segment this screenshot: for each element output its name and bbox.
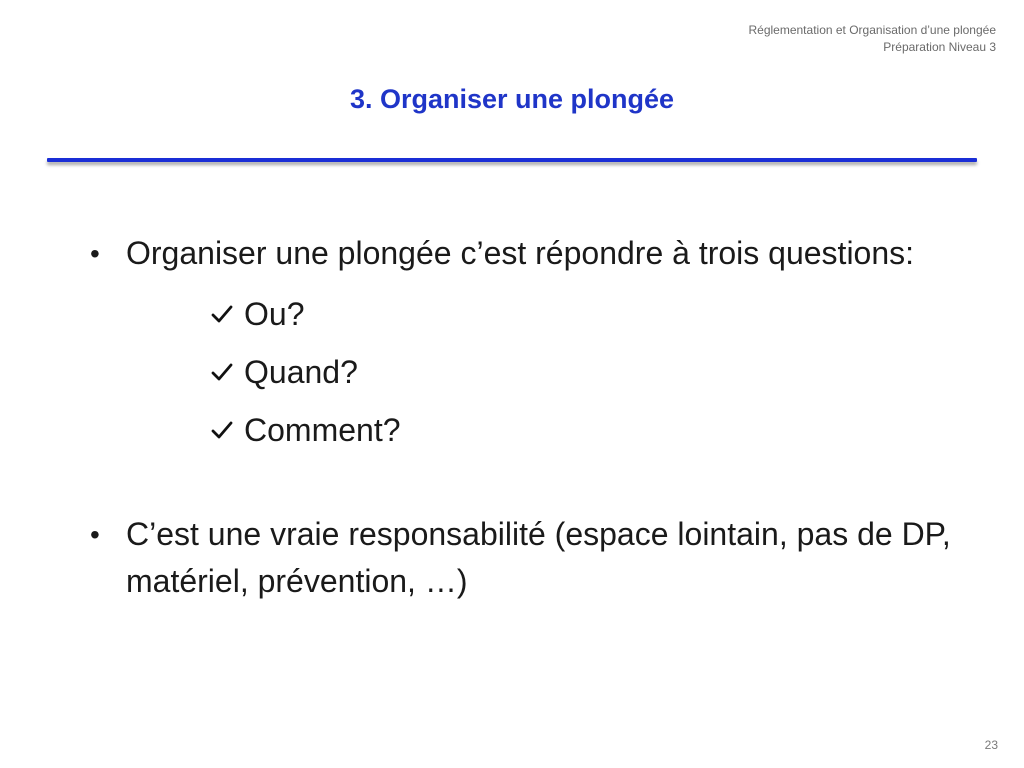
bullet-item-1 — [82, 230, 962, 277]
checklist-label-quand: Quand? — [244, 354, 358, 390]
bullet-dot-icon: • — [90, 519, 100, 550]
checklist-item-ou — [210, 285, 962, 343]
question-checklist — [82, 285, 962, 459]
slide-header — [748, 22, 996, 56]
bullet-dot-icon: • — [90, 238, 100, 269]
checkmark-icon — [210, 302, 234, 326]
checklist-label-ou: Ou? — [244, 296, 305, 332]
checklist-label-comment: Comment? — [244, 412, 401, 448]
slide-content — [82, 230, 962, 605]
header-line-course: Réglementation et Organisation d’une plongée — [748, 23, 996, 37]
header-line-level: Préparation Niveau 3 — [883, 40, 996, 54]
bullet-item-2 — [82, 511, 962, 605]
checklist-item-comment — [210, 401, 962, 459]
title-divider — [47, 158, 977, 162]
checklist-item-quand — [210, 343, 962, 401]
checkmark-icon — [210, 360, 234, 384]
bullet-text-1: Organiser une plongée c’est répondre à trois questions: — [126, 235, 915, 271]
checkmark-icon — [210, 418, 234, 442]
page-number: 23 — [984, 738, 998, 752]
bullet-text-2: C’est une vraie responsabilité (espace lointain, pas de DP, matériel, prévention, …) — [126, 516, 951, 599]
slide-title: 3. Organiser une plongée — [349, 84, 675, 114]
